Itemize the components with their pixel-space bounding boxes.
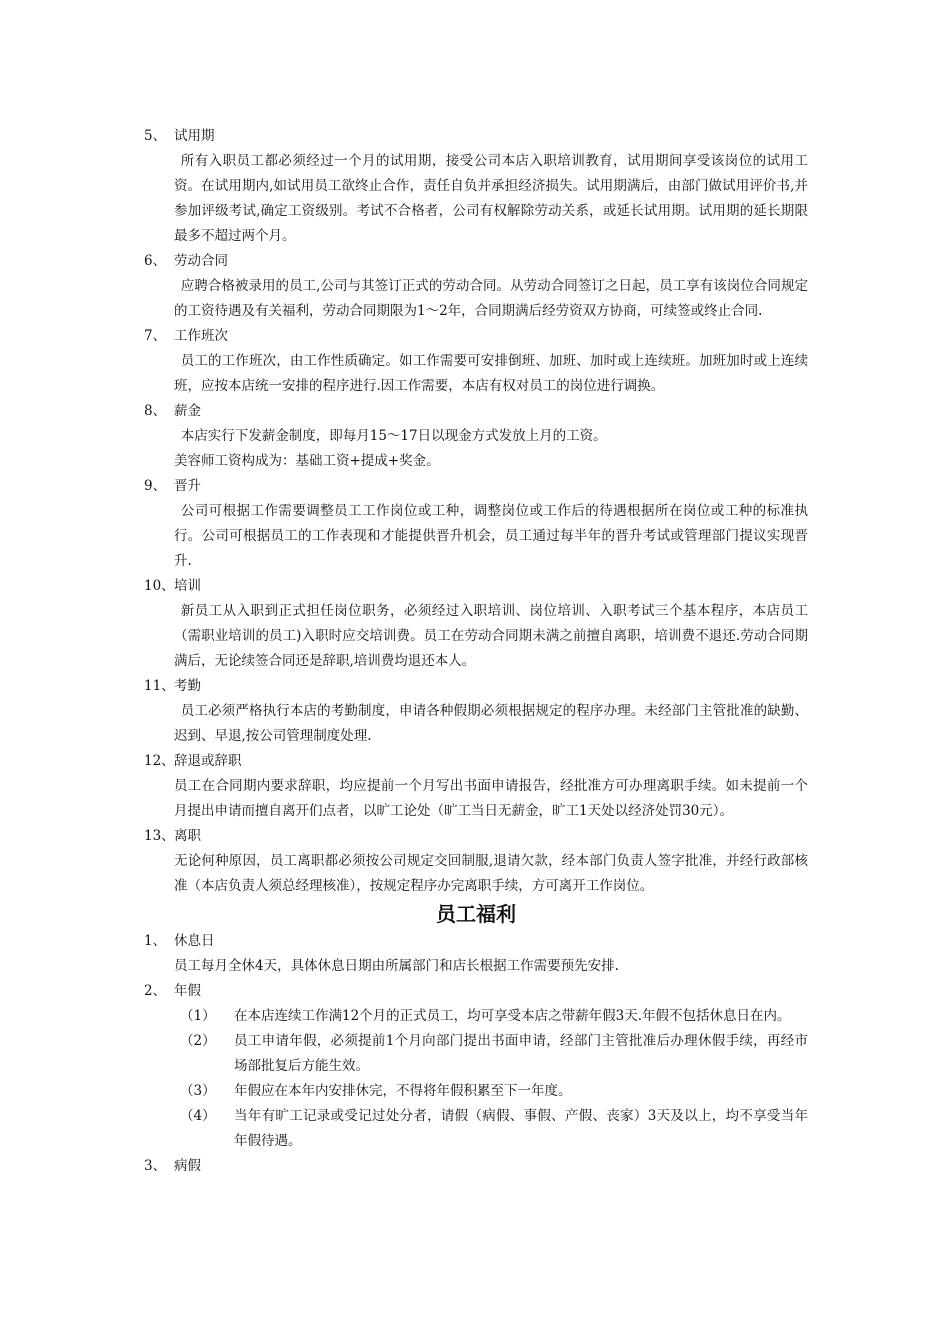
section-title: 考勤 — [174, 678, 201, 694]
list-item-text: 在本店连续工作满12个月的正式员工，均可享受本店之带薪年假3天.年假不包括休息日在内。 — [234, 1008, 791, 1024]
section-paragraph: 员工在合同期内要求辞职，均应提前一个月写出书面申请报告，经批准方可办理离职手续。如未提前一个月提出申请而擅自离开们点者，以旷工论处（旷工当日无薪金，旷工1天处以经济处罚30元）。 — [174, 778, 808, 819]
section-number: 5、 — [144, 128, 167, 144]
section-number: 7、 — [144, 328, 167, 344]
section-heading — [144, 249, 808, 274]
list-item-number: （4） — [180, 1108, 216, 1124]
section-title: 试用期 — [174, 128, 215, 144]
section-paragraph: 新员工从入职到正式担任岗位职务，必须经过入职培训、岗位培训、入职考试三个基本程序，本店员工（需职业培训的员工)入职时应交培训费。员工在劳动合同期未满之前擅自离职，培训费不退还.劳动合同期满后，无论续签合同还是辞职,培训费均退还本人。 — [174, 603, 808, 669]
section-heading — [144, 674, 808, 699]
list-item — [180, 1004, 808, 1029]
section-heading — [144, 124, 808, 149]
section-number: 13、 — [144, 828, 175, 844]
section-paragraph: 员工每月全休4天，具体休息日期由所属部门和店长根据工作需要预先安排. — [174, 958, 619, 974]
document-body — [144, 124, 808, 1179]
section-heading — [144, 399, 808, 424]
section-number: 3、 — [144, 1158, 167, 1174]
list-item — [180, 1029, 808, 1079]
section-paragraph: 员工必须严格执行本店的考勤制度，申请各种假期必须根据规定的程序办理。未经部门主管批准的缺勤、迟到、早退,按公司管理制度处理. — [174, 703, 808, 744]
section-title: 劳动合同 — [174, 253, 228, 269]
section-heading — [144, 929, 808, 954]
section-paragraph: 员工的工作班次，由工作性质确定。如工作需要可安排倒班、加班、加时或上连续班。加班加时或上连续班，应按本店统一安排的程序进行.因工作需要，本店有权对员工的岗位进行调换。 — [174, 353, 808, 394]
section-heading — [144, 979, 808, 1004]
list-item-number: （2） — [180, 1033, 216, 1049]
section-title: 工作班次 — [174, 328, 228, 344]
section-title: 培训 — [174, 578, 201, 594]
list-item — [180, 1104, 808, 1154]
section-title: 离职 — [174, 828, 201, 844]
section-heading — [144, 749, 808, 774]
list-item-text: 员工申请年假，必须提前1个月向部门提出书面申请，经部门主管批准后办理休假手续，再经市场部批复后方能生效。 — [234, 1033, 808, 1074]
section-paragraph: 美容师工资构成为：基础工资+提成+奖金。 — [174, 453, 440, 469]
section-number: 8、 — [144, 403, 167, 419]
section-title: 薪金 — [174, 403, 201, 419]
section-number: 1、 — [144, 933, 167, 949]
section-title: 晋升 — [174, 478, 201, 494]
section-number: 10、 — [144, 578, 175, 594]
section-paragraph: 所有入职员工都必须经过一个月的试用期，接受公司本店入职培训教育，试用期间享受该岗位的试用工资。在试用期内,如试用员工欲终止合作，责任自负并承担经济损失。试用期满后，由部门做试用评价书,并参加评级考试,确定工资级别。考试不合格者，公司有权解除劳动关系，或延长试用期。试用期的延长期限最多不超过两个月。 — [174, 153, 808, 244]
section-number: 9、 — [144, 478, 167, 494]
welfare-heading: 员工福利 — [436, 902, 516, 926]
section-paragraph: 应聘合格被录用的员工,公司与其签订正式的劳动合同。从劳动合同签订之日起，员工享有该岗位合同规定的工资待遇及有关福利，劳动合同期限为1～2年，合同期满后经劳资双方协商，可续签或终止合同. — [174, 278, 808, 319]
section-number: 12、 — [144, 753, 175, 769]
list-item-number: （3） — [180, 1083, 216, 1099]
section-title: 病假 — [174, 1158, 201, 1174]
section-paragraph: 无论何种原因，员工离职都必须按公司规定交回制服,退请欠款，经本部门负责人签字批准，并经行政部核准（本店负责人须总经理核准），按规定程序办完离职手续，方可离开工作岗位。 — [174, 853, 808, 894]
section-heading — [144, 824, 808, 849]
list-item-text: 当年有旷工记录或受记过处分者，请假（病假、事假、产假、丧家）3天及以上，均不享受当年年假待遇。 — [234, 1108, 808, 1149]
section-number: 2、 — [144, 983, 167, 999]
section-title: 辞退或辞职 — [174, 753, 242, 769]
section-heading — [144, 574, 808, 599]
list-item-number: （1） — [180, 1008, 216, 1024]
section-paragraph: 本店实行下发薪金制度，即每月15～17日以现金方式发放上月的工资。 — [180, 428, 607, 444]
list-item-text: 年假应在本年内安排休完，不得将年假积累至下一年度。 — [234, 1083, 572, 1099]
section-heading — [144, 1154, 808, 1179]
section-paragraph: 公司可根据工作需要调整员工工作岗位或工种，调整岗位或工作后的待遇根据所在岗位或工种的标准执行。公司可根据员工的工作表现和才能提供晋升机会，员工通过每半年的晋升考试或管理部门提议实现晋升. — [174, 503, 808, 569]
list-item — [180, 1079, 808, 1104]
section-heading — [144, 324, 808, 349]
section-heading — [144, 474, 808, 499]
section-number: 6、 — [144, 253, 167, 269]
section-title: 年假 — [174, 983, 201, 999]
section-title: 休息日 — [174, 933, 215, 949]
section-number: 11、 — [144, 678, 175, 694]
